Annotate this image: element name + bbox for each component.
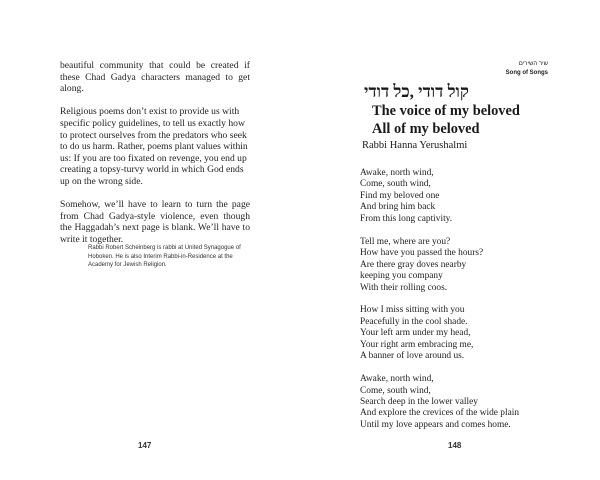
poem-line: Find my beloved one <box>360 190 440 201</box>
stanza-3 <box>360 305 580 362</box>
stanza-2 <box>360 237 580 294</box>
title-line-2: All of my beloved <box>372 121 480 137</box>
title-line-1: The voice of my beloved <box>372 103 520 119</box>
hebrew-title: קול דודי ,כל דודי <box>364 82 469 101</box>
poem-author: Rabbi Hanna Yerushalmi <box>362 140 468 151</box>
running-head-english: Song of Songs <box>505 70 548 76</box>
page-number-left: 147 <box>138 441 152 450</box>
poem-line: Until my love appears and comes home. <box>360 419 511 430</box>
poem-line: How have you passed the hours? <box>360 248 484 259</box>
poem-line: Peacefully in the cool shade. <box>360 316 468 327</box>
poem-line: Are there gray doves nearby <box>360 259 467 270</box>
running-head-hebrew: שיר השירים <box>518 61 548 67</box>
poem-line: Awake, north wind, <box>360 168 434 178</box>
poem-line: How I miss sitting with you <box>360 305 465 316</box>
stanza-4 <box>360 374 580 431</box>
body-paragraphs <box>60 60 250 246</box>
paragraph-2: Religious poems don’t exist to provide us with specific policy guidelines, to tell us exactly how to protect ourselves from the predators who seek to do us harm. Rather, poems plant values within us: If you are too fixated on revenge, you end up creating a topsy-turvy world in which God ends up on the wrong side. <box>60 106 248 187</box>
poem-line: Come, south wind, <box>360 385 431 396</box>
poem-line: Your right arm embracing me, <box>360 339 474 350</box>
poem-line: Come, south wind, <box>360 179 431 190</box>
poem-line: From this long captivity. <box>360 213 453 224</box>
right-page <box>300 0 600 480</box>
poem-line: keeping you company <box>360 271 443 282</box>
poem-title-block <box>362 82 572 153</box>
poem-line: With their rolling coos. <box>360 282 448 293</box>
poem-body <box>360 168 580 443</box>
paragraph-3: Somehow, we’ll have to learn to turn the page from Chad Gadya-style violence, even though the Haggadah’s next page is blank. We’ll have to write it together. <box>60 199 250 245</box>
poem-line: A banner of love around us. <box>360 351 465 362</box>
poem-line: Search deep in the lower valley <box>360 397 478 408</box>
running-head <box>506 60 548 78</box>
poem-line: Awake, north wind, <box>360 374 434 385</box>
paragraph-1: beautiful community that could be created if these Chad Gadya characters managed to get along. <box>60 60 250 95</box>
poem-line: And explore the crevices of the wide plain <box>360 408 520 419</box>
poem-line: And bring him back <box>360 202 436 213</box>
poem-line: Your left arm under my head, <box>360 328 471 339</box>
poem-line: Tell me, where are you? <box>360 236 451 247</box>
author-bio: Rabbi Robert Scheinberg is rabbi at United Synagogue of Hoboken. He is also Interim Rabbi-in-Residence at the Academy for Jewish Religion. <box>88 245 241 269</box>
page-number-right: 148 <box>448 441 462 450</box>
stanza-1 <box>360 168 580 225</box>
